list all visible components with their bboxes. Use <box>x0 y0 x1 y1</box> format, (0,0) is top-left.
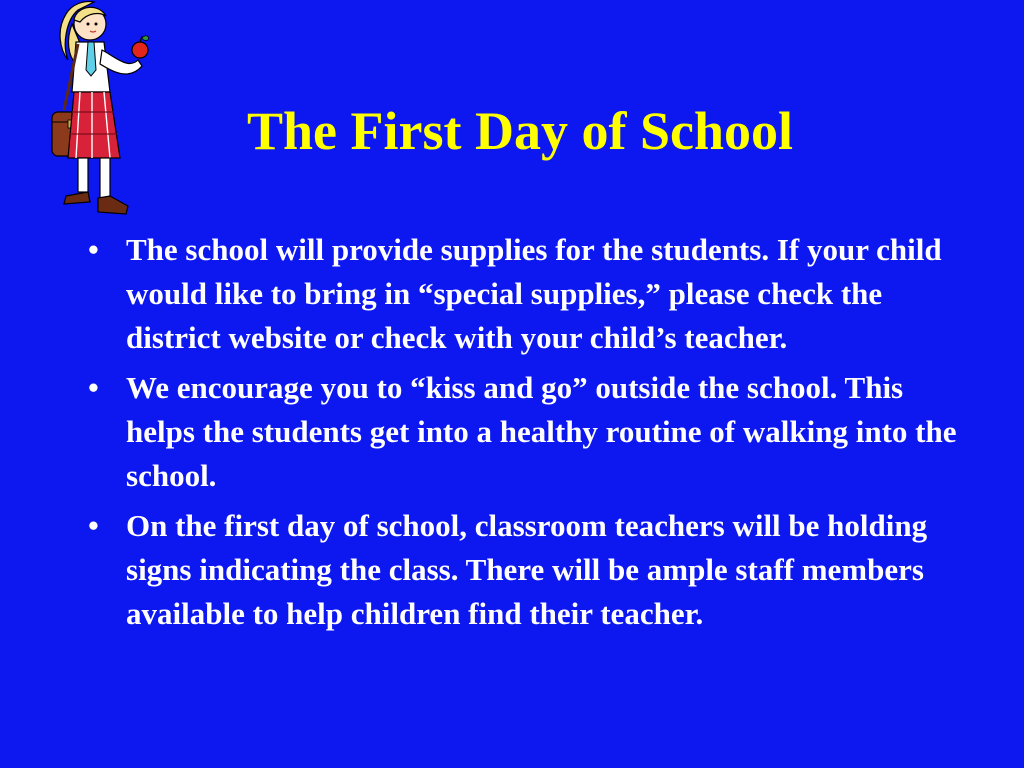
bullet-icon: • <box>88 232 99 267</box>
bullet-text: The school will provide supplies for the students. If your child would like to bring in “special supplies,” please check the district website or check with your child’s teacher. <box>126 232 942 355</box>
bullet-icon: • <box>88 508 99 543</box>
bullet-item <box>82 504 962 636</box>
bullet-icon: • <box>88 370 99 405</box>
bullet-item <box>82 366 962 498</box>
bullet-text: On the first day of school, classroom teachers will be holding signs indicating the class. There will be ample staff members available to help children find their teacher. <box>126 508 928 631</box>
bullet-text: We encourage you to “kiss and go” outside the school. This helps the students get into a healthy routine of walking into the school. <box>126 370 957 493</box>
bullet-item <box>82 228 962 360</box>
bullet-list <box>82 228 962 642</box>
slide-title: The First Day of School <box>247 101 793 161</box>
